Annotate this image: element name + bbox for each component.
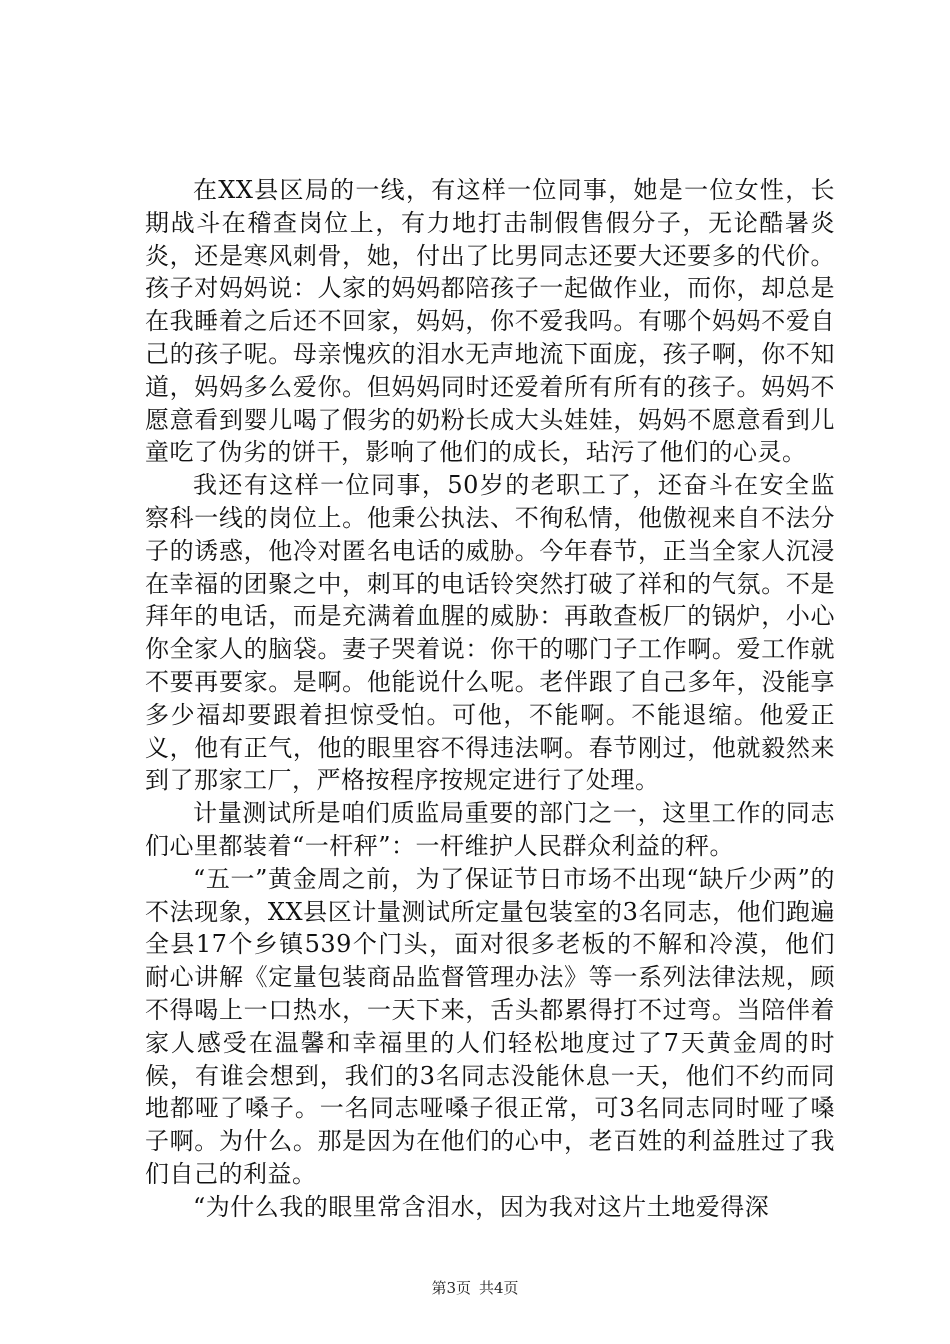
paragraph: 我还有这样一位同事，50岁的老职工了，还奋斗在安全监察科一线的岗位上。他秉公执法、不徇私情，他傲视来自不法分子的诱惑，他冷对匿名电话的威胁。今年春节，正当全家人沉浸在幸福的团聚之中，刺耳的电话铃突然打破了祥和的气氛。不是拜年的电话，而是充满着血腥的威胁：再敢查板厂的锅炉，小心你全家人的脑袋。妻子哭着说：你干的哪门子工作啊。爱工作就不要再要家。是啊。他能说什么呢。老伴跟了自己多年，没能享多少福却要跟着担惊受怕。可他，不能啊。不能退缩。他爱正义，他有正气，他的眼里容不得违法啊。春节刚过，他就毅然来到了那家工厂，严格按程序按规定进行了处理。 xyxy=(145,471,835,795)
document-body xyxy=(145,174,835,1224)
paragraph: 计量测试所是咱们质监局重要的部门之一，这里工作的同志们心里都装着“一杆秤”：一杆维护人民群众利益的秤。 xyxy=(145,799,835,860)
page-footer xyxy=(0,1278,950,1298)
page-total: 共4页 xyxy=(479,1279,519,1297)
paragraph: 在XX县区局的一线，有这样一位同事，她是一位女性，长期战斗在稽查岗位上，有力地打击制假售假分子，无论酷暑炎炎，还是寒风刺骨，她，付出了比男同志还要大还要多的代价。孩子对妈妈说：人家的妈妈都陪孩子一起做作业，而你，却总是在我睡着之后还不回家，妈妈，你不爱我吗。有哪个妈妈不爱自己的孩子呢。母亲愧疚的泪水无声地流下面庞，孩子啊，你不知道，妈妈多么爱你。但妈妈同时还爱着所有所有的孩子。妈妈不愿意看到婴儿喝了假劣的奶粉长成大头娃娃，妈妈不愿意看到儿童吃了伪劣的饼干，影响了他们的成长，玷污了他们的心灵。 xyxy=(145,176,835,467)
paragraph: “为什么我的眼里常含泪水，因为我对这片土地爱得深 xyxy=(193,1192,770,1221)
paragraph: “五一”黄金周之前，为了保证节日市场不出现“缺斤少两”的不法现象，XX县区计量测试所定量包装室的3名同志，他们跑遍全县17个乡镇539个门头，面对很多老板的不解和冷漠，他们耐心讲解《定量包装商品监督管理办法》等一系列法律法规，顾不得喝上一口热水，一天下来，舌头都累得打不过弯。当陪伴着家人感受在温馨和幸福里的人们轻松地度过了7天黄金周的时候，有谁会想到，我们的3名同志没能休息一天，他们不约而同地都哑了嗓子。一名同志哑嗓子很正常，可3名同志同时哑了嗓子啊。为什么。那是因为在他们的心中，老百姓的利益胜过了我们自己的利益。 xyxy=(145,864,835,1188)
page-number: 第3页 xyxy=(431,1279,471,1297)
